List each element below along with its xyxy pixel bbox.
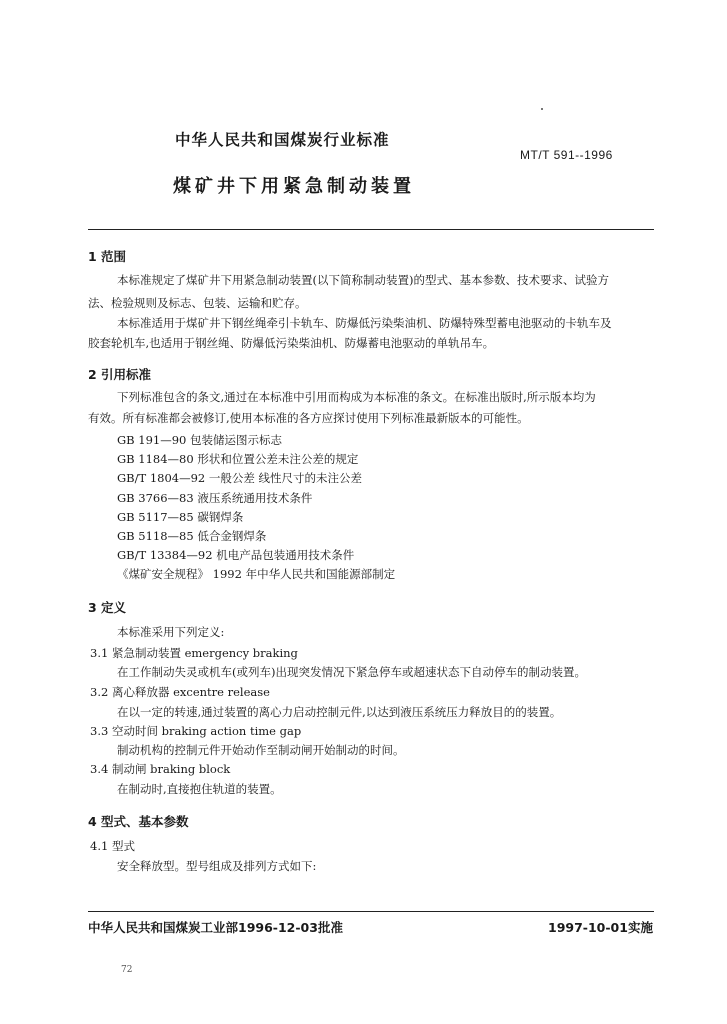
reference-item: GB 191—90 包装储运图示标志 <box>117 433 283 447</box>
section-2-heading: 2 引用标准 <box>88 367 152 382</box>
definition-term: 3.4 制动闸 braking block <box>90 762 231 776</box>
reference-item: GB/T 1804—92 一般公差 线性尺寸的未注公差 <box>117 471 363 485</box>
definition-desc: 制动机构的控制元件开始动作至制动闸开始制动的时间。 <box>117 743 405 757</box>
definition-term: 3.3 空动时间 braking action time gap <box>90 724 302 738</box>
reference-item: GB 1184—80 形状和位置公差未注公差的规定 <box>117 452 359 466</box>
implementation-date: 1997-10-01实施 <box>548 920 653 935</box>
standard-number: MT/T 591--1996 <box>520 148 613 162</box>
page-number: 72 <box>121 965 133 975</box>
section-1-heading: 1 范围 <box>88 249 127 264</box>
section-1-para-2-line-1: 本标准适用于煤矿井下钢丝绳牵引卡轨车、防爆低污染柴油机、防爆特殊型蓄电池驱动的卡轨车及 <box>117 316 612 330</box>
section-3-intro: 本标准采用下列定义: <box>117 625 225 639</box>
section-1-para-1-line-1: 本标准规定了煤矿井下用紧急制动装置(以下简称制动装置)的型式、基本参数、技术要求、试验方 <box>117 273 609 287</box>
footer-divider <box>88 911 654 912</box>
section-4-1-text: 安全释放型。型号组成及排列方式如下: <box>117 859 317 873</box>
section-1-para-2-line-2: 胶套轮机车,也适用于钢丝绳、防爆低污染柴油机、防爆蓄电池驱动的单轨吊车。 <box>88 336 495 350</box>
reference-item: 《煤矿安全规程》 1992 年中华人民共和国能源部制定 <box>117 567 396 581</box>
section-4-1-heading: 4.1 型式 <box>90 839 135 853</box>
section-1-para-1-line-2: 法、检验规则及标志、包装、运输和贮存。 <box>88 296 307 310</box>
header-divider <box>88 229 654 230</box>
section-2-para-line-2: 有效。所有标准都会被修订,使用本标准的各方应探讨使用下列标准最新版本的可能性。 <box>88 411 529 425</box>
document-title: 煤矿井下用紧急制动装置 <box>173 176 415 197</box>
scan-speck <box>541 108 543 110</box>
reference-item: GB 3766—83 液压系统通用技术条件 <box>117 491 313 505</box>
definition-term: 3.2 离心释放器 excentre release <box>90 685 270 699</box>
definition-term: 3.1 紧急制动装置 emergency braking <box>90 646 298 660</box>
definition-desc: 在以一定的转速,通过装置的离心力启动控制元件,以达到液压系统压力释放目的的装置。 <box>117 705 562 719</box>
definition-desc: 在制动时,直接抱住轨道的装置。 <box>117 782 282 796</box>
section-4-heading: 4 型式、基本参数 <box>88 814 189 829</box>
industry-standard-label: 中华人民共和国煤炭行业标准 <box>175 131 390 149</box>
approval-line: 中华人民共和国煤炭工业部1996-12-03批准 <box>88 920 343 935</box>
section-2-para-line-1: 下列标准包含的条文,通过在本标准中引用而构成为本标准的条文。在标准出版时,所示版本均为 <box>117 390 596 404</box>
reference-item: GB 5117—85 碳钢焊条 <box>117 510 244 524</box>
reference-item: GB/T 13384—92 机电产品包装通用技术条件 <box>117 548 355 562</box>
reference-item: GB 5118—85 低合金钢焊条 <box>117 529 267 543</box>
section-3-heading: 3 定义 <box>88 600 127 615</box>
definition-desc: 在工作制动失灵或机车(或列车)出现突发情况下紧急停车或超速状态下自动停车的制动装置。 <box>117 665 586 679</box>
